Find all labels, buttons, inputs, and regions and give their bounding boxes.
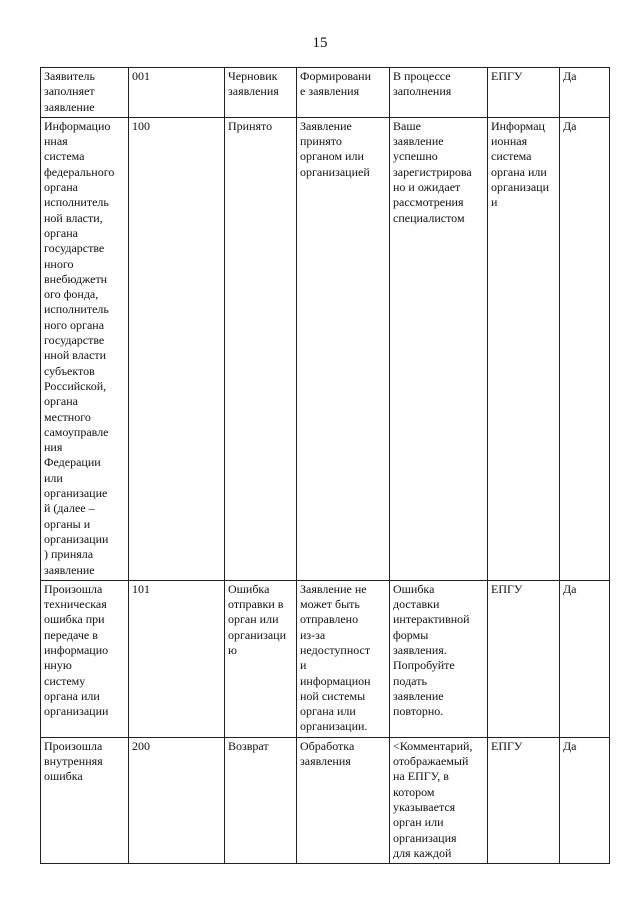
status-table bbox=[40, 67, 610, 864]
status-source-cell: Информац ионная система органа или организаци и bbox=[488, 117, 560, 580]
table-row bbox=[41, 117, 610, 580]
status-name-cell: Возврат bbox=[225, 737, 297, 863]
status-code-cell: 101 bbox=[129, 580, 225, 737]
notification-flag-cell: Да bbox=[560, 580, 610, 737]
status-code-cell: 100 bbox=[129, 117, 225, 580]
status-source-cell: ЕПГУ bbox=[488, 737, 560, 863]
status-description-cell: Заявление не может быть отправлено из-за недоступност и информацион ной системы органа или организации. bbox=[297, 580, 390, 737]
status-source-cell: ЕПГУ bbox=[488, 68, 560, 118]
page-number: 15 bbox=[312, 35, 328, 51]
user-comment-cell: Ваше заявление успешно зарегистрирова но и ожидает рассмотрения специалистом bbox=[390, 117, 488, 580]
event-description-cell: Произошла внутренняя ошибка bbox=[41, 737, 129, 863]
user-comment-cell: Ошибка доставки интерактивной формы заявления. Попробуйте подать заявление повторно. bbox=[390, 580, 488, 737]
notification-flag-cell: Да bbox=[560, 68, 610, 118]
user-comment-cell: В процессе заполнения bbox=[390, 68, 488, 118]
table-row bbox=[41, 580, 610, 737]
status-description-cell: Формировани е заявления bbox=[297, 68, 390, 118]
status-name-cell: Ошибка отправки в орган или организаци ю bbox=[225, 580, 297, 737]
status-code-cell: 200 bbox=[129, 737, 225, 863]
status-description-cell: Обработка заявления bbox=[297, 737, 390, 863]
table-row bbox=[41, 68, 610, 118]
status-name-cell: Черновик заявления bbox=[225, 68, 297, 118]
table-row bbox=[41, 737, 610, 863]
status-source-cell: ЕПГУ bbox=[488, 580, 560, 737]
event-description-cell: Произошла техническая ошибка при передаче в информацио нную систему органа или организации bbox=[41, 580, 129, 737]
status-description-cell: Заявление принято органом или организацией bbox=[297, 117, 390, 580]
user-comment-cell: <Комментарий, отображаемый на ЕПГУ, в котором указывается орган или организация для каждой bbox=[390, 737, 488, 863]
status-name-cell: Принято bbox=[225, 117, 297, 580]
status-code-cell: 001 bbox=[129, 68, 225, 118]
event-description-cell: Информацио нная система федерального органа исполнитель ной власти, органа государстве нного внебюджетн ого фонда, исполнитель ного органа государстве нной власти субъектов Российской, органа местного самоуправле ния Федерации или организацие й (далее – органы и организации ) приняла заявление bbox=[41, 117, 129, 580]
event-description-cell: Заявитель заполняет заявление bbox=[41, 68, 129, 118]
notification-flag-cell: Да bbox=[560, 737, 610, 863]
notification-flag-cell: Да bbox=[560, 117, 610, 580]
